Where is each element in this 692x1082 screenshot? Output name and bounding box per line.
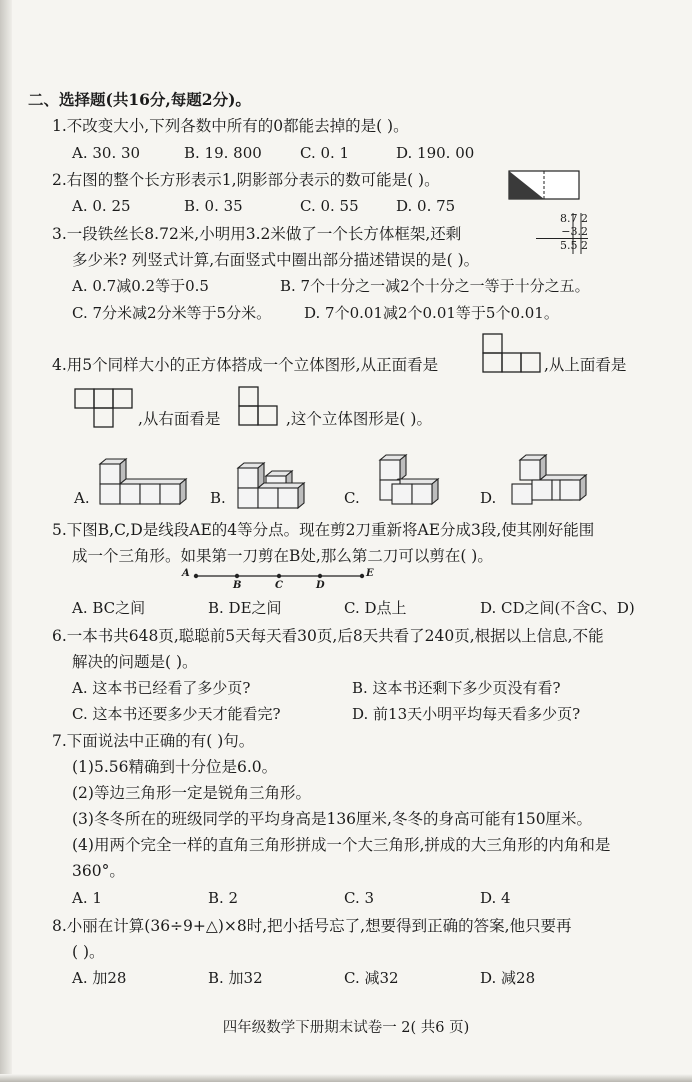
q3-stem-line1: 3.一段铁丝长8.72米,小明用3.2米做了一个长方体框架,还剩 [52,225,462,243]
q7-option-a: A. 1 [72,889,102,907]
q6-option-d: D. 前13天小明平均每天看多少页? [352,705,581,723]
point-label-e: E [366,568,374,579]
q5-stem-line2: 成一个三角形。如果第一刀剪在B处,那么第二刀可以剪在( )。 [72,547,493,565]
q7-stem: 7.下面说法中正确的有( )句。 [52,732,255,750]
point-label-b: B [233,580,242,591]
q3-stem-line2: 多少米? 列竖式计算,右面竖式中圈出部分描述错误的是( )。 [72,251,480,269]
q6-option-b: B. 这本书还剩下多少页没有看? [352,679,561,697]
q4-top-view [74,388,134,430]
q4-option-d-figure [510,452,586,510]
q8-option-b: B. 加32 [208,969,263,987]
q7-option-d: D. 4 [480,889,511,907]
calc-line-1: 8.7 2 [560,212,588,225]
q4-option-b-label: B. [210,489,226,507]
q4-right-view [238,386,280,428]
q7-option-c: C. 3 [344,889,375,907]
q6-stem-line1: 6.一本书共648页,聪聪前5天每天看30页,后8天共看了240页,根据以上信息,不能 [52,627,604,645]
q7-statement-1: (1)5.56精确到十分位是6.0。 [72,758,278,776]
calc-line-2: −3.2 [536,225,588,239]
q7-statement-2: (2)等边三角形一定是锐角三角形。 [72,784,311,802]
q4-option-a-figure [94,458,186,510]
q6-option-a: A. 这本书已经看了多少页? [72,679,251,697]
q5-option-d: D. CD之间(不含C、D) [480,599,635,617]
q3-circled-column [571,212,583,256]
q6-stem-line2: 解决的问题是( )。 [72,653,198,671]
q7-statement-4b: 360°。 [72,862,125,880]
q2-option-c: C. 0. 55 [300,197,359,215]
q8-option-c: C. 减32 [344,969,399,987]
q2-option-a: A. 0. 25 [72,197,131,215]
q5-stem-line1: 5.下图B,C,D是线段AE的4等分点。现在剪2刀重新将AE分成3段,使其刚好能围 [52,521,595,539]
section-title: 二、选择题(共16分,每题2分)。 [28,90,251,109]
q8-stem-line2: ( )。 [72,943,105,961]
q4-front-view [482,333,540,375]
q4-option-b-figure [236,462,316,512]
point-label-d: D [316,580,325,591]
q8-option-a: A. 加28 [72,969,127,987]
scan-edge-bottom [0,1074,692,1082]
calc-line-3: 5.5 2 [560,239,588,252]
q3-option-c: C. 7分米减2分米等于5分米。 [72,304,272,322]
q1-stem: 1.不改变大小,下列各数中所有的0都能去掉的是( )。 [52,117,409,135]
q2-stem: 2.右图的整个长方形表示1,阴影部分表示的数可能是( )。 [52,171,440,189]
q4-stem-line2b: ,这个立体图形是( )。 [286,410,432,428]
page-footer: 四年级数学下册期末试卷一 2( 共6 页) [222,1020,470,1036]
point-label-c: C [275,580,283,591]
q3-option-b: B. 7个十分之一减2个十分之一等于十分之五。 [280,277,590,295]
q5-option-b: B. DE之间 [208,599,282,617]
q6-option-c: C. 这本书还要多少天才能看完? [72,705,281,723]
q1-option-d: D. 190. 00 [396,144,475,162]
q4-option-c-label: C. [344,489,360,507]
q5-option-a: A. BC之间 [72,599,146,617]
q7-option-b: B. 2 [208,889,239,907]
q2-option-b: B. 0. 35 [184,197,243,215]
q1-option-b: B. 19. 800 [184,144,262,162]
q3-option-d: D. 7个0.01减2个0.01等于5个0.01。 [304,304,559,322]
q4-stem-line1b: ,从上面看是 [544,356,627,374]
q1-option-a: A. 30. 30 [72,144,141,162]
q4-stem-line2a: ,从右面看是 [138,410,221,428]
q5-option-c: C. D点上 [344,599,407,617]
point-label-a: A [182,568,190,579]
q7-statement-3: (3)冬冬所在的班级同学的平均身高是136厘米,冬冬的身高可能有150厘米。 [72,810,593,828]
q8-stem-line1: 8.小丽在计算(36÷9+△)×8时,把小括号忘了,想要得到正确的答案,他只要再 [52,917,572,935]
q3-option-a: A. 0.7减0.2等于0.5 [72,277,209,295]
q4-option-c-figure [378,454,446,510]
scan-edge-left [0,0,12,1082]
q4-option-a-label: A. [74,489,90,507]
q7-statement-4a: (4)用两个完全一样的直角三角形拼成一个大三角形,拼成的大三角形的内角和是 [72,836,611,854]
q1-option-c: C. 0. 1 [300,144,350,162]
q4-stem-line1a: 4.用5个同样大小的正方体搭成一个立体图形,从正面看是 [52,356,439,374]
q8-option-d: D. 减28 [480,969,536,987]
q2-shaded-rectangle [508,170,580,200]
q2-option-d: D. 0. 75 [396,197,456,215]
q4-option-d-label: D. [480,489,497,507]
